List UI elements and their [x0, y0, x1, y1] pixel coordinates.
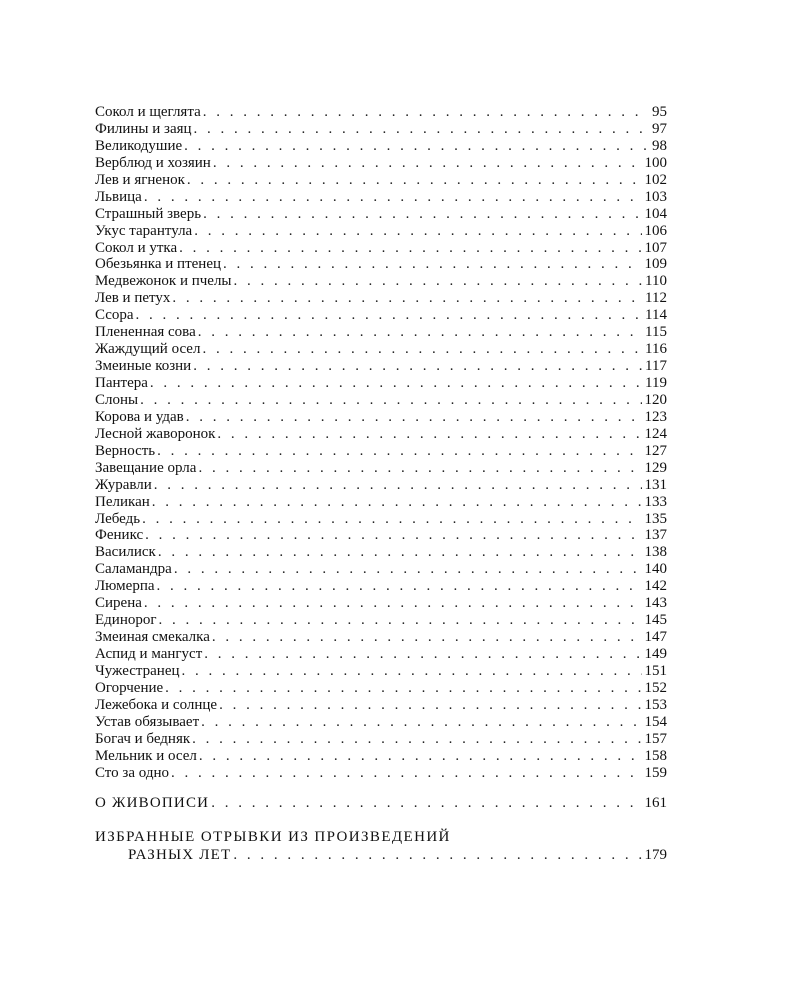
toc-entry-page: 102	[644, 171, 667, 188]
toc-entry-page: 98	[652, 137, 667, 154]
toc-entry-title: Укус тарантула	[95, 222, 193, 239]
toc-entry-page: 119	[645, 375, 667, 391]
toc-entry-page: 104	[644, 205, 667, 222]
toc-section-title-cont: РАЗНЫХ ЛЕТ	[128, 846, 232, 863]
dot-leader	[233, 846, 641, 864]
dot-leader	[186, 409, 642, 426]
toc-section-selected[interactable]	[95, 846, 667, 864]
dot-leader	[198, 324, 642, 341]
toc-entry-title: Лежебока и солнце	[95, 696, 218, 713]
toc-entry-title: Львица	[95, 188, 142, 205]
toc-entry[interactable]	[95, 307, 667, 324]
toc-entry-title: Сто за одно	[95, 764, 169, 781]
toc-entry[interactable]	[95, 426, 667, 443]
toc-section-title: О ЖИВОПИСИ	[95, 794, 210, 811]
toc-entry-title: Корова и удав	[95, 408, 184, 425]
toc-entry[interactable]	[95, 324, 667, 341]
toc-entry-title: Обезьянка и птенец	[95, 256, 221, 273]
toc-entry-page: 153	[644, 696, 667, 713]
toc-entry[interactable]	[95, 172, 667, 189]
toc-entry[interactable]	[95, 223, 667, 240]
dot-leader	[204, 646, 641, 663]
toc-entry-title: Лебедь	[95, 510, 141, 527]
dot-leader	[136, 307, 643, 324]
toc-entry-title: Лев и петух	[95, 290, 171, 307]
toc-entry-title: Лев и ягненок	[95, 171, 185, 188]
toc-entry[interactable]	[95, 155, 667, 172]
toc-entry-title: Страшный зверь	[95, 205, 202, 222]
dot-leader	[144, 595, 642, 612]
dot-leader	[150, 375, 642, 392]
toc-entry-title: Медвежонок и пчелы	[95, 273, 232, 290]
toc-entry[interactable]	[95, 544, 667, 561]
toc-entry[interactable]	[95, 748, 667, 765]
toc-entry-page: 117	[645, 358, 667, 375]
toc-entry-page: 109	[644, 256, 667, 273]
toc-entry[interactable]	[95, 256, 667, 273]
toc-entry-page: 158	[644, 747, 667, 764]
toc-entry-title: Плененная сова	[95, 324, 196, 341]
toc-entry[interactable]	[95, 595, 667, 612]
dot-leader	[174, 561, 642, 578]
toc-entry[interactable]	[95, 714, 667, 731]
dot-leader	[184, 138, 649, 155]
dot-leader	[144, 189, 642, 206]
toc-entry-page: 140	[644, 561, 667, 578]
toc-entry[interactable]	[95, 680, 667, 697]
dot-leader	[203, 104, 649, 121]
dot-leader	[157, 578, 642, 595]
dot-leader	[187, 172, 642, 189]
toc-entry[interactable]	[95, 358, 667, 375]
dot-leader	[158, 544, 642, 561]
toc-entry-title: Ссора	[95, 307, 134, 324]
toc-entry-page: 135	[644, 510, 667, 527]
dot-leader	[152, 494, 642, 511]
toc-entry-title: Великодушие	[95, 137, 183, 154]
toc-entry[interactable]	[95, 629, 667, 646]
toc-entry-title: Пеликан	[95, 493, 150, 510]
toc-entry-title: Верность	[95, 442, 156, 459]
toc-entry-title: Филины и заяц	[95, 120, 192, 137]
toc-entry[interactable]	[95, 494, 667, 511]
toc-entry-title: Мельник и осел	[95, 747, 197, 764]
toc-entry[interactable]	[95, 206, 667, 223]
dot-leader	[159, 612, 642, 629]
dot-leader	[157, 443, 641, 460]
toc-entry-page: 152	[644, 679, 667, 696]
toc-entry-title: Змеиная смекалка	[95, 629, 210, 646]
toc-entry[interactable]	[95, 375, 667, 392]
toc-entry[interactable]	[95, 578, 667, 595]
toc-entry-page: 149	[644, 646, 667, 662]
toc-entry-page: 127	[644, 442, 667, 459]
toc-entry[interactable]	[95, 189, 667, 206]
toc-entry-page: 97	[652, 120, 667, 137]
toc-entry[interactable]	[95, 561, 667, 578]
toc-entry-title: Верблюд и хозяин	[95, 154, 211, 171]
toc-entry-title: Слоны	[95, 391, 139, 408]
toc-entry-title: Люмерпа	[95, 578, 155, 595]
toc-entry-page: 106	[644, 222, 667, 239]
toc-entry[interactable]	[95, 663, 667, 680]
dot-leader	[201, 714, 641, 731]
dot-leader	[194, 121, 649, 138]
dot-leader	[171, 765, 642, 782]
toc-entry-title: Устав обязывает	[95, 713, 200, 730]
toc-entry-title: Сокол и утка	[95, 239, 178, 256]
dot-leader	[142, 511, 641, 528]
toc-entry-title: Лесной жаворонок	[95, 425, 216, 442]
dot-leader	[203, 206, 641, 223]
toc-entry-page: 154	[644, 713, 667, 730]
toc-entry[interactable]	[95, 612, 667, 629]
toc-entry[interactable]	[95, 121, 667, 138]
toc-entry-page: 112	[645, 290, 667, 307]
dot-leader	[145, 527, 641, 544]
toc-entry[interactable]	[95, 104, 667, 121]
toc-section-page: 179	[644, 846, 667, 863]
toc-entry[interactable]	[95, 138, 667, 155]
toc-entry-page: 147	[644, 629, 667, 646]
dot-leader	[140, 392, 641, 409]
dot-leader	[211, 794, 641, 812]
dot-leader	[193, 358, 642, 375]
toc-entry-page: 110	[645, 273, 667, 290]
dot-leader	[165, 680, 641, 697]
dot-leader	[212, 629, 642, 646]
toc-entry-page: 95	[652, 104, 667, 120]
toc-entry-page: 157	[644, 730, 667, 747]
dot-leader	[198, 460, 641, 477]
toc-entry[interactable]	[95, 697, 667, 714]
dot-leader	[182, 663, 642, 680]
toc-entry[interactable]	[95, 460, 667, 477]
toc-entry[interactable]	[95, 392, 667, 409]
toc-entry[interactable]	[95, 409, 667, 426]
toc-entry[interactable]	[95, 240, 667, 257]
dot-leader	[234, 273, 643, 290]
toc-entry[interactable]	[95, 341, 667, 358]
toc-entry[interactable]	[95, 731, 667, 748]
toc-entry-page: 115	[645, 324, 667, 341]
toc-entry-page: 116	[645, 341, 667, 358]
toc-entry[interactable]	[95, 273, 667, 290]
toc-entry[interactable]	[95, 765, 667, 782]
toc-entry-title: Василиск	[95, 544, 156, 561]
dot-leader	[217, 426, 641, 443]
toc-entry-page: 159	[644, 764, 667, 781]
toc-entry-title: Саламандра	[95, 561, 172, 578]
toc-entry-page: 100	[644, 154, 667, 171]
toc-entry-title: Пантера	[95, 375, 148, 391]
toc-entry-page: 138	[644, 544, 667, 561]
toc-entry-page: 142	[644, 578, 667, 595]
toc-entry-page: 120	[644, 391, 667, 408]
toc-entry-page: 124	[644, 425, 667, 442]
toc-entry-page: 103	[644, 188, 667, 205]
toc-entry-page: 123	[644, 408, 667, 425]
table-of-contents	[95, 104, 667, 864]
toc-entry[interactable]	[95, 511, 667, 528]
toc-entry-page: 129	[644, 459, 667, 476]
toc-section-page: 161	[644, 794, 667, 811]
dot-leader	[154, 477, 642, 494]
toc-entry-page: 133	[644, 493, 667, 510]
toc-entry-title: Феникс	[95, 527, 144, 544]
toc-entry-page: 143	[644, 595, 667, 612]
dot-leader	[199, 748, 642, 765]
toc-entry-page: 107	[644, 239, 667, 256]
toc-entry-title: Огорчение	[95, 679, 164, 696]
toc-entry-page: 114	[645, 307, 667, 324]
dot-leader	[179, 240, 641, 257]
toc-entry[interactable]	[95, 443, 667, 460]
toc-entry[interactable]	[95, 527, 667, 544]
dot-leader	[223, 256, 642, 273]
toc-section-painting[interactable]	[95, 794, 667, 812]
toc-entry-title: Аспид и мангуст	[95, 646, 203, 662]
toc-entry-title: Завещание орла	[95, 459, 197, 476]
toc-entry-page: 131	[644, 476, 667, 493]
toc-entry-title: Змеиные козни	[95, 358, 192, 375]
toc-entry-title: Единорог	[95, 612, 157, 629]
toc-entry[interactable]	[95, 646, 667, 663]
dot-leader	[194, 223, 641, 240]
dot-leader	[172, 290, 642, 307]
toc-entry-title: Чужестранец	[95, 662, 180, 679]
toc-entry-title: Журавли	[95, 476, 152, 493]
toc-entry-title: Сирена	[95, 595, 142, 612]
dot-leader	[219, 697, 641, 714]
toc-entry-title: Жаждущий осел	[95, 341, 201, 358]
dot-leader	[192, 731, 641, 748]
toc-entry-title: Сокол и щеглята	[95, 104, 201, 120]
toc-entry-list	[95, 104, 667, 782]
toc-entry-page: 151	[644, 662, 667, 679]
toc-entry-page: 137	[644, 527, 667, 544]
toc-entry-title: Богач и бедняк	[95, 730, 191, 747]
toc-entry[interactable]	[95, 477, 667, 494]
toc-entry[interactable]	[95, 290, 667, 307]
toc-entry-page: 145	[644, 612, 667, 629]
dot-leader	[213, 155, 642, 172]
dot-leader	[202, 341, 642, 358]
toc-section-selected-title: ИЗБРАННЫЕ ОТРЫВКИ ИЗ ПРОИЗВЕДЕНИЙ	[95, 828, 451, 845]
